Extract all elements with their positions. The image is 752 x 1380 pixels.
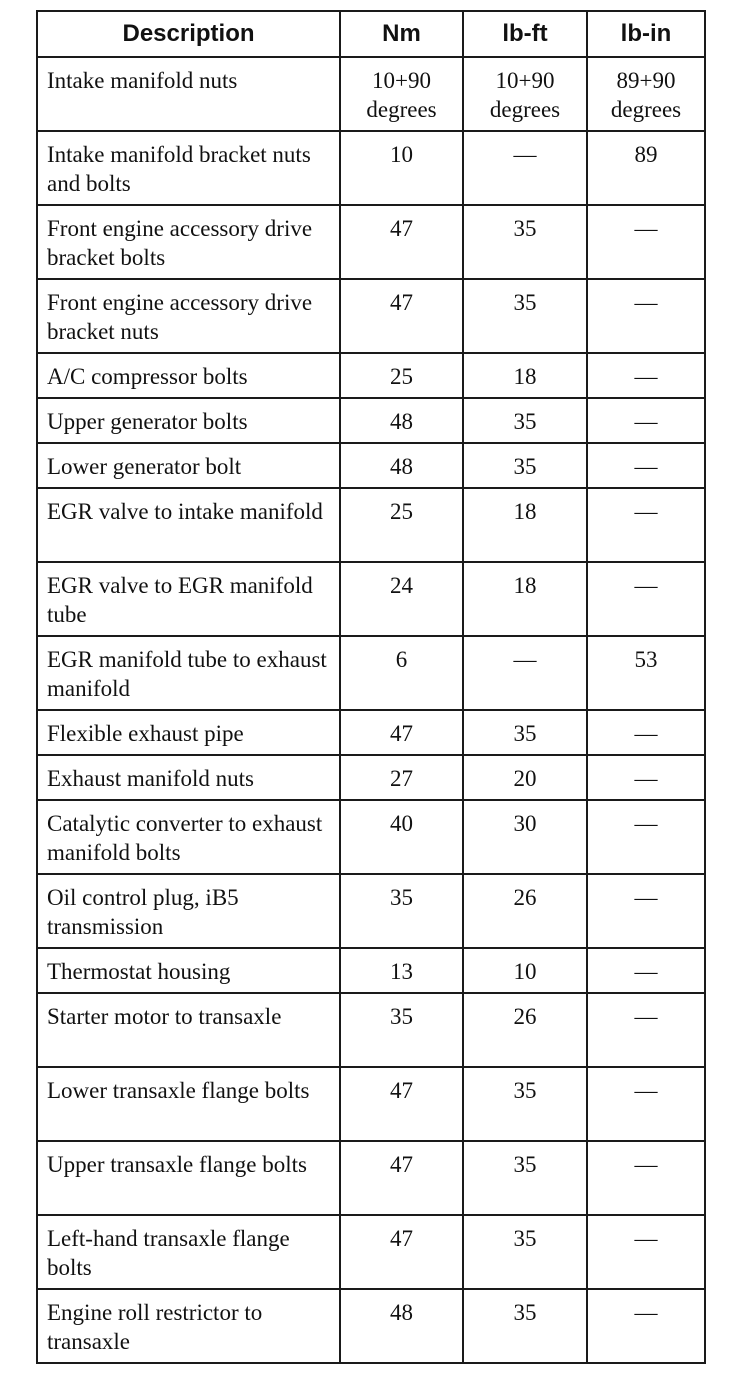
nm-cell: 27 — [340, 755, 463, 800]
lb-in-cell: — — [587, 279, 705, 353]
description-cell: Catalytic converter to exhaust manifold bolts — [37, 800, 340, 874]
table-row — [37, 993, 705, 1067]
nm-cell: 47 — [340, 205, 463, 279]
description-cell: Flexible exhaust pipe — [37, 710, 340, 755]
lb-in-cell: — — [587, 948, 705, 993]
nm-cell: 24 — [340, 562, 463, 636]
nm-cell: 47 — [340, 1141, 463, 1215]
description-cell: Oil control plug, iB5 transmission — [37, 874, 340, 948]
lb-ft-cell: 18 — [463, 562, 587, 636]
description-cell: Intake manifold bracket nuts and bolts — [37, 131, 340, 205]
nm-cell: 47 — [340, 710, 463, 755]
table-row — [37, 205, 705, 279]
description-cell: A/C compressor bolts — [37, 353, 340, 398]
description-cell: Front engine accessory drive bracket bolts — [37, 205, 340, 279]
lb-in-cell: — — [587, 353, 705, 398]
table-row — [37, 755, 705, 800]
table-row — [37, 488, 705, 562]
nm-cell: 10 — [340, 131, 463, 205]
lb-in-cell: 89+90 degrees — [587, 57, 705, 131]
lb-in-cell: — — [587, 488, 705, 562]
lb-in-cell: 89 — [587, 131, 705, 205]
header-description: Description — [37, 11, 340, 57]
lb-ft-cell: 10+90 degrees — [463, 57, 587, 131]
lb-ft-cell: 18 — [463, 488, 587, 562]
lb-ft-cell: 10 — [463, 948, 587, 993]
header-lb-in: lb-in — [587, 11, 705, 57]
table-row — [37, 57, 705, 131]
table-header — [37, 11, 705, 57]
lb-ft-cell: 35 — [463, 1289, 587, 1363]
description-cell: Upper transaxle flange bolts — [37, 1141, 340, 1215]
lb-ft-cell: 26 — [463, 874, 587, 948]
nm-cell: 48 — [340, 443, 463, 488]
nm-cell: 48 — [340, 398, 463, 443]
nm-cell: 47 — [340, 279, 463, 353]
description-cell: EGR valve to intake manifold — [37, 488, 340, 562]
nm-cell: 10+90 degrees — [340, 57, 463, 131]
nm-cell: 47 — [340, 1215, 463, 1289]
lb-in-cell: — — [587, 398, 705, 443]
lb-in-cell: — — [587, 1215, 705, 1289]
nm-cell: 6 — [340, 636, 463, 710]
lb-ft-cell: 26 — [463, 993, 587, 1067]
nm-cell: 35 — [340, 993, 463, 1067]
lb-ft-cell: — — [463, 636, 587, 710]
nm-cell: 48 — [340, 1289, 463, 1363]
description-cell: Lower transaxle flange bolts — [37, 1067, 340, 1141]
table-row — [37, 1141, 705, 1215]
description-cell: Lower generator bolt — [37, 443, 340, 488]
table-body — [37, 57, 705, 1363]
nm-cell: 13 — [340, 948, 463, 993]
lb-ft-cell: 35 — [463, 279, 587, 353]
nm-cell: 40 — [340, 800, 463, 874]
header-row — [37, 11, 705, 57]
table-row — [37, 562, 705, 636]
description-cell: EGR manifold tube to exhaust manifold — [37, 636, 340, 710]
table-row — [37, 279, 705, 353]
header-nm: Nm — [340, 11, 463, 57]
table-row — [37, 636, 705, 710]
nm-cell: 25 — [340, 353, 463, 398]
lb-in-cell: — — [587, 710, 705, 755]
table-row — [37, 1067, 705, 1141]
lb-in-cell: — — [587, 443, 705, 488]
lb-in-cell: — — [587, 800, 705, 874]
description-cell: Upper generator bolts — [37, 398, 340, 443]
lb-in-cell: — — [587, 1141, 705, 1215]
table-row — [37, 131, 705, 205]
table-row — [37, 710, 705, 755]
lb-in-cell: — — [587, 205, 705, 279]
table-row — [37, 800, 705, 874]
lb-in-cell: — — [587, 755, 705, 800]
table-row — [37, 874, 705, 948]
torque-spec-table — [36, 10, 706, 1364]
description-cell: Left-hand transaxle flange bolts — [37, 1215, 340, 1289]
description-cell: EGR valve to EGR manifold tube — [37, 562, 340, 636]
lb-ft-cell: — — [463, 131, 587, 205]
nm-cell: 47 — [340, 1067, 463, 1141]
table-row — [37, 1289, 705, 1363]
lb-ft-cell: 35 — [463, 1141, 587, 1215]
description-cell: Thermostat housing — [37, 948, 340, 993]
table-row — [37, 443, 705, 488]
lb-ft-cell: 35 — [463, 443, 587, 488]
lb-ft-cell: 35 — [463, 1215, 587, 1289]
lb-ft-cell: 35 — [463, 205, 587, 279]
table-row — [37, 353, 705, 398]
lb-ft-cell: 35 — [463, 1067, 587, 1141]
lb-in-cell: — — [587, 874, 705, 948]
lb-ft-cell: 18 — [463, 353, 587, 398]
lb-in-cell: — — [587, 1289, 705, 1363]
lb-in-cell: — — [587, 1067, 705, 1141]
nm-cell: 35 — [340, 874, 463, 948]
description-cell: Intake manifold nuts — [37, 57, 340, 131]
lb-in-cell: — — [587, 562, 705, 636]
lb-ft-cell: 35 — [463, 398, 587, 443]
table-row — [37, 948, 705, 993]
description-cell: Engine roll restrictor to transaxle — [37, 1289, 340, 1363]
lb-ft-cell: 20 — [463, 755, 587, 800]
description-cell: Front engine accessory drive bracket nuts — [37, 279, 340, 353]
lb-in-cell: — — [587, 993, 705, 1067]
table-row — [37, 398, 705, 443]
description-cell: Exhaust manifold nuts — [37, 755, 340, 800]
description-cell: Starter motor to transaxle — [37, 993, 340, 1067]
nm-cell: 25 — [340, 488, 463, 562]
lb-ft-cell: 35 — [463, 710, 587, 755]
header-lb-ft: lb-ft — [463, 11, 587, 57]
lb-ft-cell: 30 — [463, 800, 587, 874]
table-row — [37, 1215, 705, 1289]
lb-in-cell: 53 — [587, 636, 705, 710]
